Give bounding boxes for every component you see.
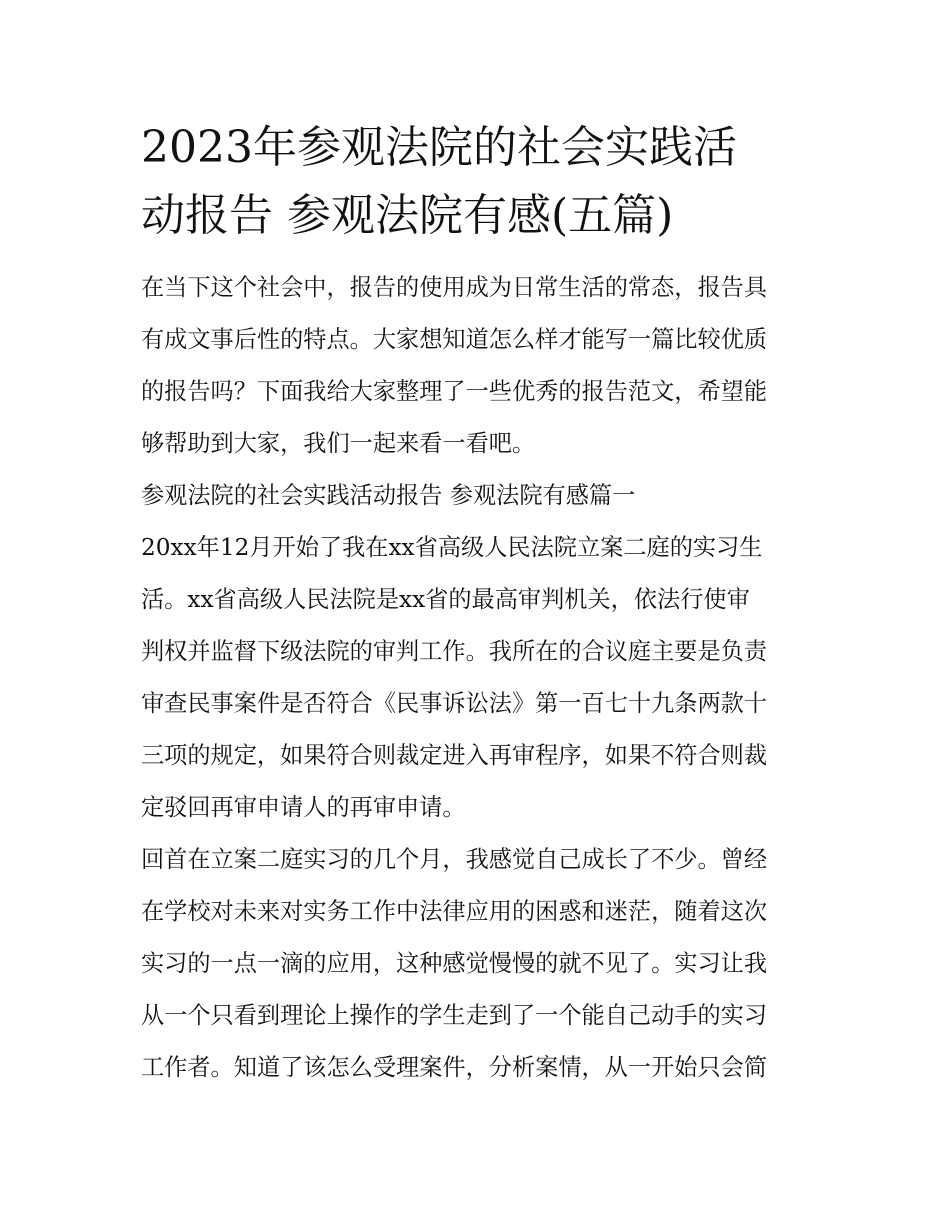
text-line: 20xx年12月开始了我在xx省高级人民法院立案二庭的实习生 <box>141 534 763 561</box>
title-line-2: 动报告 参观法院有感(五篇) <box>141 190 674 241</box>
text-line: 的报告吗？下面我给大家整理了一些优秀的报告范文，希望能 <box>141 378 768 405</box>
text-line: 工作者。知道了该怎么受理案件，分析案情，从一开始只会简 <box>141 1054 768 1081</box>
text-line: 活。xx省高级人民法院是xx省的最高审判机关，依法行使审 <box>141 586 750 613</box>
text-line: 参观法院的社会实践活动报告 参观法院有感篇一 <box>141 482 636 509</box>
text-line: 判权并监督下级法院的审判工作。我所在的合议庭主要是负责 <box>141 638 768 665</box>
text-line: 三项的规定，如果符合则裁定进入再审程序，如果不符合则裁 <box>141 742 768 769</box>
text-line: 回首在立案二庭实习的几个月，我感觉自己成长了不少。曾经 <box>141 846 768 873</box>
title-line-1: 2023年参观法院的社会实践活 <box>141 122 737 173</box>
body-paragraph-1 <box>141 522 813 834</box>
intro-paragraph <box>141 262 813 470</box>
text-line: 实习的一点一滴的应用，这种感觉慢慢的就不见了。实习让我 <box>141 950 768 977</box>
document-title <box>141 114 813 250</box>
text-line: 在学校对未来对实务工作中法律应用的困惑和迷茫，随着这次 <box>141 898 768 925</box>
document-body <box>141 262 813 1094</box>
text-line: 有成文事后性的特点。大家想知道怎么样才能写一篇比较优质 <box>141 326 768 353</box>
text-line: 够帮助到大家，我们一起来看一看吧。 <box>141 430 536 457</box>
text-line: 从一个只看到理论上操作的学生走到了一个能自己动手的实习 <box>141 1002 768 1029</box>
section-heading <box>141 470 813 522</box>
text-line: 定驳回再审申请人的再审申请。 <box>141 794 466 821</box>
document-page <box>141 0 813 1094</box>
text-line: 在当下这个社会中，报告的使用成为日常生活的常态，报告具 <box>141 274 768 301</box>
body-paragraph-2 <box>141 834 813 1094</box>
text-line: 审查民事案件是否符合《民事诉讼法》第一百七十九条两款十 <box>141 690 768 717</box>
